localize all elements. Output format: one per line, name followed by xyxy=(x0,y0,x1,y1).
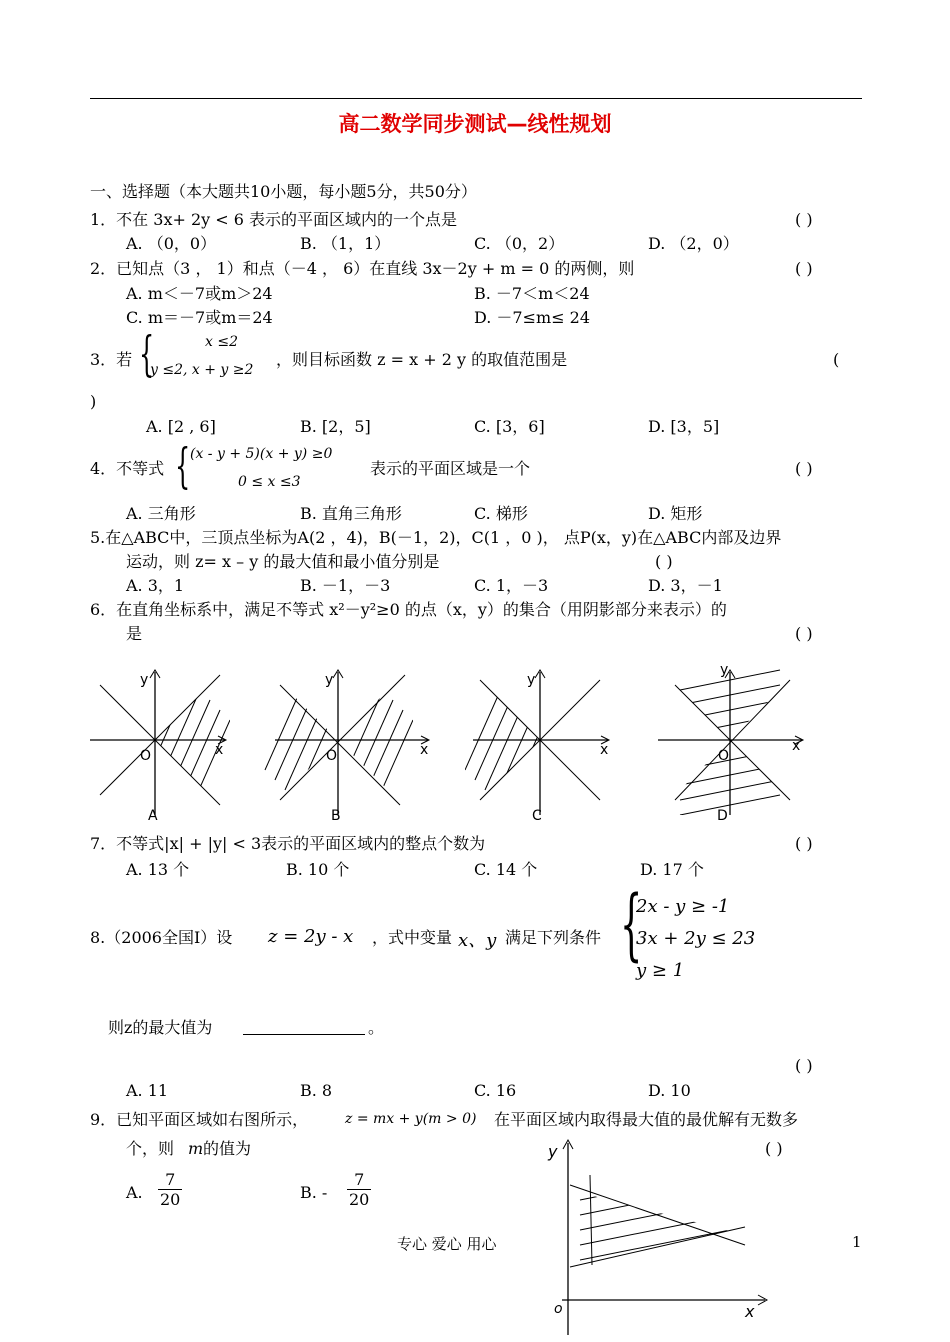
q9-answer-paren: ( ) xyxy=(765,1139,783,1158)
q8-answer-blank[interactable] xyxy=(243,1034,365,1035)
q9-figure-y-label: y xyxy=(548,1142,558,1161)
figure-b-y-label: y xyxy=(325,672,334,688)
q9-option-b-fraction xyxy=(347,1170,371,1209)
q8-prefix: 8.（2006全国Ⅰ）设 xyxy=(90,928,233,947)
q4-suffix: 表示的平面区域是一个 xyxy=(370,459,531,478)
q8-option-b: B. 8 xyxy=(300,1081,333,1100)
q1-option-d: D. （2，0） xyxy=(648,234,739,253)
q5-option-a: A. 3，1 xyxy=(126,576,185,595)
q1-stem: 1．不在 3x+ 2y < 6 表示的平面区域内的一个点是 xyxy=(90,210,458,229)
q5-option-b: B. －1，－3 xyxy=(300,576,391,595)
q8-cond-3: y ≥ 1 xyxy=(636,960,685,981)
q9-line-2a: 个，则 xyxy=(126,1139,175,1158)
figure-b-label: B xyxy=(331,808,341,824)
figure-a xyxy=(90,670,230,824)
q4-answer-paren: ( ) xyxy=(795,459,813,478)
q3-option-b: B. [2，5] xyxy=(300,417,371,436)
q7-stem: 7．不等式|x| + |y| < 3表示的平面区域内的整点个数为 xyxy=(90,834,486,853)
q6-line-2: 是 xyxy=(126,624,143,643)
q5-line-2: 运动，则 z= x – y 的最大值和最小值分别是 xyxy=(126,552,440,571)
figure-d-y-label: y xyxy=(720,662,729,678)
q6-figures xyxy=(80,660,880,830)
q9-line-1b: 在平面区域内取得最大值的最优解有无数多 xyxy=(494,1110,799,1129)
q1-option-b: B. （1，1） xyxy=(300,234,391,253)
q3-brace: { xyxy=(139,326,155,382)
figure-a-x-label: x xyxy=(215,742,224,758)
page-number: 1 xyxy=(852,1233,862,1251)
page-title: 高二数学同步测试—线性规划 xyxy=(338,112,612,136)
figure-a-y-label: y xyxy=(140,672,149,688)
q3-option-a: A. [2 , 6] xyxy=(146,417,216,436)
q4-option-b: B. 直角三角形 xyxy=(300,504,402,523)
figure-c-label: C xyxy=(532,808,542,824)
q4-option-c: C. 梯形 xyxy=(474,504,528,523)
q8-option-d: D. 10 xyxy=(648,1081,691,1100)
q2-option-b: B. －7＜m＜24 xyxy=(474,284,590,303)
q1-option-c: C. （0，2） xyxy=(474,234,565,253)
figure-c-y-label: y xyxy=(527,672,536,688)
q7-option-c: C. 14 个 xyxy=(474,860,538,879)
q1-option-a: A. （0，0） xyxy=(126,234,217,253)
q8-mid: ，式中变量 xyxy=(372,928,453,947)
figure-d-origin: O xyxy=(718,748,730,764)
q3-option-c: C. [3，6] xyxy=(474,417,545,436)
q5-option-d: D. 3，－1 xyxy=(648,576,723,595)
figure-b xyxy=(265,670,429,824)
q7-answer-paren: ( ) xyxy=(795,834,813,853)
q4-brace: { xyxy=(175,438,191,494)
figure-b-x-label: x xyxy=(420,742,429,758)
q3-prefix: 3．若 xyxy=(90,350,133,369)
q8-fill-prompt: 则z的最大值为 xyxy=(108,1018,213,1037)
q3-suffix: ，则目标函数 z = x + 2 y 的取值范围是 xyxy=(276,350,568,369)
q9-figure xyxy=(540,1135,780,1342)
q8-vars: x、y xyxy=(458,930,497,951)
q4-prefix: 4．不等式 xyxy=(90,459,165,478)
q1-answer-paren: ( ) xyxy=(795,210,813,229)
q7-option-a: A. 13 个 xyxy=(126,860,190,879)
q8-option-a: A. 11 xyxy=(126,1081,169,1100)
q9-option-b-numerator: 7 xyxy=(347,1170,371,1190)
q3-paren-close: ) xyxy=(90,392,97,411)
q4-cond-2: 0 ≤ x ≤3 xyxy=(238,474,301,490)
figure-d-label: D xyxy=(717,808,728,824)
q8-period: 。 xyxy=(368,1018,385,1037)
q9-line-2b: 的值为 xyxy=(203,1139,252,1158)
q2-option-d: D. －7≤m≤ 24 xyxy=(474,308,591,327)
figure-d xyxy=(658,662,803,824)
q9-expression: z = mx + y(m > 0) xyxy=(345,1111,477,1127)
q8-suffix: 满足下列条件 xyxy=(505,928,602,947)
q2-answer-paren: ( ) xyxy=(795,259,813,278)
q7-option-d: D. 17 个 xyxy=(640,860,704,879)
figure-b-origin: O xyxy=(326,748,338,764)
q5-answer-paren: ( ) xyxy=(655,552,673,571)
q9-option-b-denominator: 20 xyxy=(349,1190,370,1209)
q9-figure-x-label: x xyxy=(745,1302,755,1321)
q9-option-a-denominator: 20 xyxy=(160,1190,181,1209)
q9-option-a-fraction xyxy=(158,1170,182,1209)
q3-cond-1: x ≤2 xyxy=(205,334,238,350)
q2-stem: 2．已知点（3 ， 1）和点（－4 ， 6）在直线 3x－2y + m = 0 的两侧，则 xyxy=(90,259,635,278)
q5-option-c: C. 1，－3 xyxy=(474,576,549,595)
q8-cond-1: 2x - y ≥ -1 xyxy=(636,896,730,917)
q9-option-a-label: A. xyxy=(126,1183,143,1202)
q6-line-1: 6．在直角坐标系中，满足不等式 x²－y²≥0 的点（x，y）的集合（用阴影部分来表示）的 xyxy=(90,600,727,619)
q9-line-1a: 9．已知平面区域如右图所示， xyxy=(90,1110,309,1129)
q9-option-b-label: B. - xyxy=(300,1183,328,1202)
q9-figure-origin: o xyxy=(554,1301,563,1317)
figure-a-label: A xyxy=(148,808,158,824)
figure-c xyxy=(465,670,609,824)
q8-answer-paren: ( ) xyxy=(795,1056,813,1075)
q6-answer-paren: ( ) xyxy=(795,624,813,643)
q4-option-a: A. 三角形 xyxy=(126,504,196,523)
q3-cond-2: y ≤2, x + y ≥2 xyxy=(150,362,254,378)
q9-option-a-numerator: 7 xyxy=(158,1170,182,1190)
q4-option-d: D. 矩形 xyxy=(648,504,703,523)
q8-option-c: C. 16 xyxy=(474,1081,517,1100)
q2-option-a: A. m＜－7或m＞24 xyxy=(126,284,273,303)
footer-motto: 专心 爱心 用心 xyxy=(397,1235,497,1253)
q8-brace: { xyxy=(620,880,643,970)
figure-a-origin: O xyxy=(140,748,152,764)
header-rule xyxy=(90,98,862,99)
q4-cond-1: (x - y + 5)(x + y) ≥0 xyxy=(190,446,333,462)
q9-m-symbol: m xyxy=(188,1139,204,1158)
section-heading: 一、选择题（本大题共10小题，每小题5分，共50分） xyxy=(90,182,477,201)
q3-paren-open: ( xyxy=(833,350,840,369)
q8-expression: z = 2y - x xyxy=(268,926,354,947)
q8-cond-2: 3x + 2y ≤ 23 xyxy=(636,928,756,949)
figure-c-x-label: x xyxy=(600,742,609,758)
q3-option-d: D. [3，5] xyxy=(648,417,720,436)
q7-option-b: B. 10 个 xyxy=(286,860,350,879)
q5-line-1: 5.在△ABC中，三顶点坐标为A(2 ，4)，B(－1，2)，C(1 ，0 )， 点P(x，y)在△ABC内部及边界 xyxy=(90,528,782,547)
figure-d-x-label: x xyxy=(792,738,801,754)
q2-option-c: C. m＝－7或m＝24 xyxy=(126,308,273,327)
